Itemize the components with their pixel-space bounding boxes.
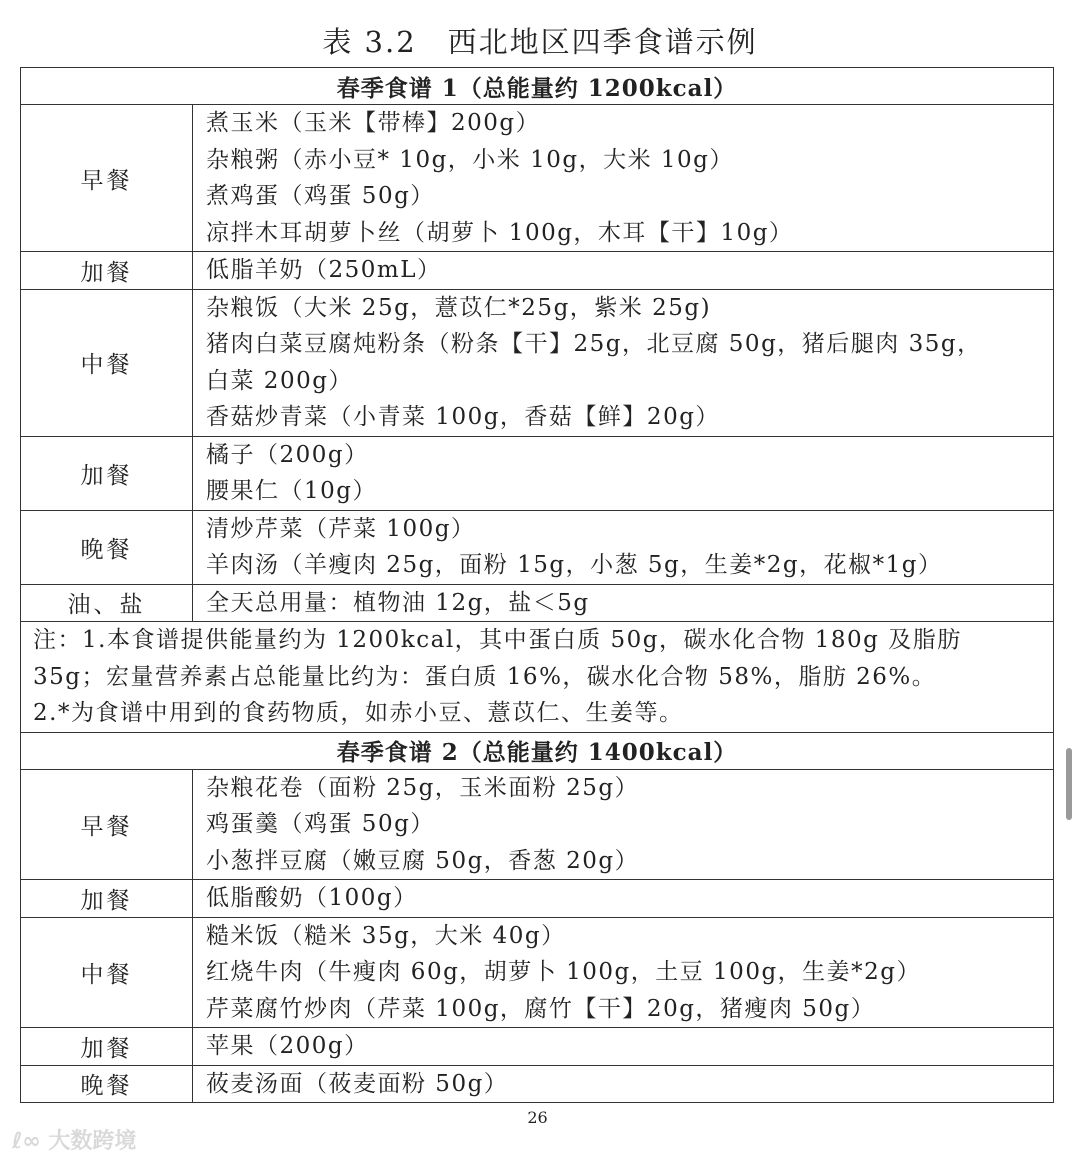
food-item: 杂粮花卷（面粉 25g，玉米面粉 25g）	[206, 774, 640, 801]
table-row	[21, 289, 1054, 436]
table-row	[21, 584, 1054, 622]
notes-row	[21, 622, 1054, 733]
meal-name: 加餐	[21, 436, 193, 510]
food-item: 香菇炒青菜（小青菜 100g，香菇【鲜】20g）	[206, 404, 720, 430]
menu2-header-row	[21, 732, 1054, 769]
table-row	[21, 1065, 1054, 1103]
food-item: 煮玉米（玉米【带棒】200g）	[206, 110, 541, 136]
meal-items	[193, 510, 1054, 584]
meal-name: 中餐	[21, 289, 193, 436]
table-row	[21, 769, 1054, 880]
watermark-logo-icon: ℓ∞	[12, 1129, 49, 1154]
food-item: 猪肉白菜豆腐炖粉条（粉条【干】25g，北豆腐 50g，猪后腿肉 35g，	[206, 331, 982, 357]
table-row	[21, 1028, 1054, 1066]
meal-items	[193, 584, 1054, 622]
table-row	[21, 252, 1054, 290]
meal-name: 晚餐	[21, 1065, 193, 1103]
meal-name: 晚餐	[21, 510, 193, 584]
menu2-header: 春季食谱 2（总能量约 1400kcal）	[21, 732, 1054, 769]
food-item: 莜麦汤面（莜麦面粉 50g）	[206, 1070, 509, 1097]
food-item: 糙米饭（糙米 35g，大米 40g）	[206, 922, 566, 949]
food-item: 芹菜腐竹炒肉（芹菜 100g，腐竹【干】20g，猪瘦肉 50g）	[206, 995, 876, 1022]
table-row	[21, 436, 1054, 510]
watermark	[12, 1124, 136, 1155]
food-item: 橘子（200g）	[206, 441, 369, 468]
meal-items	[193, 436, 1054, 510]
food-item: 低脂羊奶（250mL）	[206, 257, 442, 283]
table-row	[21, 880, 1054, 918]
table-row	[21, 917, 1054, 1028]
note-line: 2.*为食谱中用到的食药物质，如赤小豆、薏苡仁、生姜等。	[33, 700, 684, 726]
meal-items	[193, 880, 1054, 918]
meal-items	[193, 105, 1054, 252]
meal-items	[193, 1028, 1054, 1066]
food-item: 煮鸡蛋（鸡蛋 50g）	[206, 183, 435, 209]
meal-name: 加餐	[21, 252, 193, 290]
meal-name: 早餐	[21, 105, 193, 252]
note-line: 注：1.本食谱提供能量约为 1200kcal，其中蛋白质 50g，碳水化合物 180g 及脂肪	[33, 627, 962, 653]
watermark-text: 大数跨境	[48, 1129, 137, 1154]
meal-name: 加餐	[21, 1028, 193, 1066]
food-item: 全天总用量：植物油 12g，盐＜5g	[206, 589, 590, 616]
food-item: 小葱拌豆腐（嫩豆腐 50g，香葱 20g）	[206, 847, 640, 874]
menu1-header-row	[21, 68, 1054, 105]
meal-name: 早餐	[21, 769, 193, 880]
meal-name: 中餐	[21, 917, 193, 1028]
table-row	[21, 105, 1054, 252]
food-item: 清炒芹菜（芹菜 100g）	[206, 515, 476, 542]
food-item: 苹果（200g）	[206, 1033, 369, 1059]
meal-items	[193, 769, 1054, 880]
food-item: 腰果仁（10g）	[206, 478, 377, 504]
scrollbar[interactable]	[1066, 748, 1072, 820]
food-item: 红烧牛肉（牛瘦肉 60g，胡萝卜 100g，土豆 100g，生姜*2g）	[206, 959, 922, 985]
food-item: 羊肉汤（羊瘦肉 25g，面粉 15g，小葱 5g，生姜*2g，花椒*1g）	[206, 552, 943, 578]
note-line: 35g；宏量营养素占总能量比约为：蛋白质 16%，碳水化合物 58%，脂肪 26%。	[33, 663, 937, 690]
food-item: 凉拌木耳胡萝卜丝（胡萝卜 100g，木耳【干】10g）	[206, 219, 794, 246]
meal-name: 加餐	[21, 880, 193, 918]
table-row	[21, 510, 1054, 584]
recipe-table	[20, 67, 1054, 1103]
meal-items	[193, 252, 1054, 290]
food-item: 低脂酸奶（100g）	[206, 885, 418, 911]
menu1-header: 春季食谱 1（总能量约 1200kcal）	[21, 68, 1054, 105]
table-title: 表 3.2 西北地区四季食谱示例	[322, 25, 758, 59]
meal-items	[193, 289, 1054, 436]
food-item: 白菜 200g）	[206, 367, 353, 394]
food-item: 杂粮饭（大米 25g，薏苡仁*25g，紫米 25g)	[206, 294, 712, 321]
meal-items	[193, 917, 1054, 1028]
notes	[21, 622, 1054, 733]
food-item: 鸡蛋羹（鸡蛋 50g）	[206, 811, 435, 837]
meal-name: 油、盐	[21, 584, 193, 622]
food-item: 杂粮粥（赤小豆* 10g，小米 10g，大米 10g）	[206, 146, 734, 173]
page-number: 26	[527, 1108, 548, 1127]
meal-items	[193, 1065, 1054, 1103]
